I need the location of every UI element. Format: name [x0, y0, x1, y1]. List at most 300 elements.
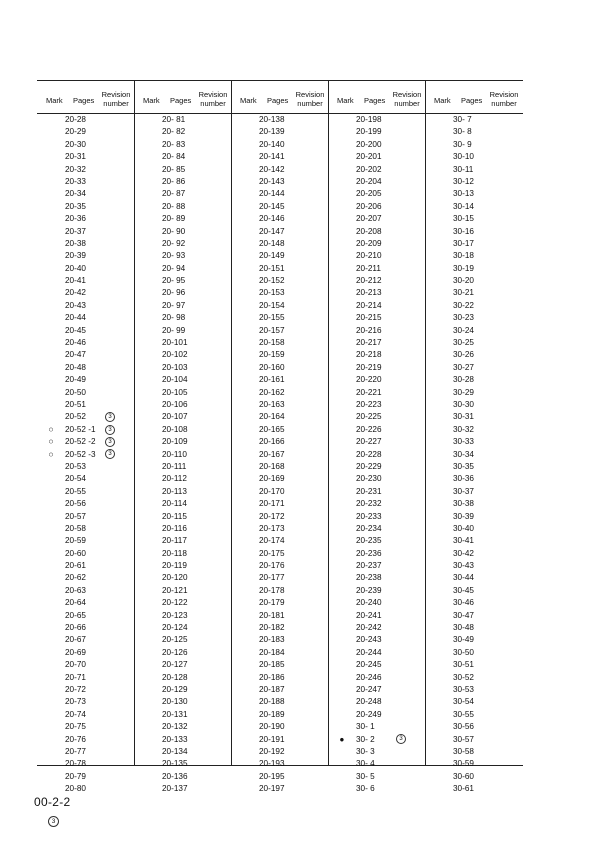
table-row [328, 498, 425, 510]
table-row [425, 523, 522, 535]
page-id: 20-51 [65, 399, 86, 409]
table-row [328, 201, 425, 213]
page-id: 20- 90 [162, 226, 186, 236]
table-row [231, 523, 328, 535]
page-id: 20-146 [259, 214, 285, 224]
table-row [37, 300, 134, 312]
table-row [425, 139, 522, 151]
page-id: 20-206 [356, 201, 382, 211]
page-id: 30-33 [453, 437, 474, 447]
page-id: 30-61 [453, 784, 474, 794]
page-id: 20-148 [259, 238, 285, 248]
page-id: 20-223 [356, 399, 382, 409]
table-row [328, 560, 425, 572]
table-row [37, 783, 134, 795]
page-id: 20-133 [162, 734, 188, 744]
table-row [37, 436, 134, 448]
page-id: 20-152 [259, 276, 285, 286]
table-row [37, 114, 134, 126]
table-row [231, 238, 328, 250]
revision-number [104, 411, 116, 423]
table-row [328, 164, 425, 176]
page-id: 20-237 [356, 561, 382, 571]
table-row [134, 486, 231, 498]
table-row [231, 188, 328, 200]
table-row [231, 473, 328, 485]
page-id: 20-129 [162, 684, 188, 694]
table-row [134, 188, 231, 200]
table-row [425, 312, 522, 324]
table-row [37, 498, 134, 510]
page-id: 30-13 [453, 189, 474, 199]
table-row [328, 436, 425, 448]
table-row [328, 696, 425, 708]
page-id: 20-126 [162, 647, 188, 657]
page-id: 20-211 [356, 263, 381, 273]
table-row [328, 325, 425, 337]
page-id: 20-153 [259, 288, 285, 298]
page-id: 20-142 [259, 164, 285, 174]
table-row [134, 746, 231, 758]
page-id: 20-158 [259, 338, 285, 348]
page-id: 20- 81 [162, 115, 186, 124]
page-id: 20-219 [356, 362, 382, 372]
page-id: 20-131 [162, 709, 188, 719]
page-id: 30-25 [453, 338, 474, 348]
table-row [37, 572, 134, 584]
page-id: 20- 95 [162, 276, 186, 286]
page-id: 20-172 [259, 511, 285, 521]
table-row [37, 709, 134, 721]
table-row [134, 548, 231, 560]
page-id: 20-236 [356, 548, 382, 558]
table-row [134, 535, 231, 547]
page-id: 20-137 [162, 784, 188, 794]
table-row [37, 610, 134, 622]
table-row [328, 771, 425, 783]
table-row [425, 684, 522, 696]
table-row [231, 362, 328, 374]
table-row [134, 523, 231, 535]
table-row [37, 263, 134, 275]
page-id: 20-220 [356, 375, 382, 385]
table-row [37, 337, 134, 349]
table-row [37, 188, 134, 200]
page-id: 20-183 [259, 635, 285, 645]
table-row [231, 213, 328, 225]
table-row [425, 511, 522, 523]
table-row [37, 176, 134, 188]
table-row [134, 250, 231, 262]
table-row [37, 486, 134, 498]
page-id: 20-122 [162, 598, 188, 608]
table-row [37, 226, 134, 238]
page-id: 20-61 [65, 561, 86, 571]
page-id: 20-177 [259, 573, 285, 583]
header-revision-line1: Revision [198, 90, 228, 99]
table-row [425, 572, 522, 584]
header-mark: Mark [434, 96, 451, 105]
page-id: 30-34 [453, 449, 474, 459]
table-row [425, 399, 522, 411]
page-id: 20-47 [65, 350, 86, 360]
page-id: 20-62 [65, 573, 86, 583]
page-id: 20-175 [259, 548, 285, 558]
table-row [328, 238, 425, 250]
page-id: 30-17 [453, 238, 474, 248]
mark-symbol: ○ [48, 424, 54, 434]
table-row [328, 746, 425, 758]
table-row [37, 647, 134, 659]
page-column [231, 114, 328, 795]
table-row [425, 287, 522, 299]
page-id: 20-227 [356, 437, 382, 447]
page-id: 30- 8 [453, 127, 472, 137]
table-row [328, 114, 425, 126]
page-id: 20-45 [65, 325, 86, 335]
header-revision [293, 90, 327, 108]
table-row [37, 721, 134, 733]
page-id: 20-221 [356, 387, 382, 397]
page-id: 20-139 [259, 127, 285, 137]
page-id: 30-10 [453, 152, 474, 162]
page-id: 30- 3 [356, 746, 375, 756]
page-id: 30-58 [453, 746, 474, 756]
page-id: 20-198 [356, 115, 382, 124]
table-row [37, 387, 134, 399]
table-row [231, 684, 328, 696]
table-row [37, 634, 134, 646]
page-id: 20-168 [259, 461, 285, 471]
page-id: 20-240 [356, 598, 382, 608]
table-row [37, 275, 134, 287]
table-row [37, 746, 134, 758]
table-row [134, 511, 231, 523]
table-row [425, 424, 522, 436]
table-row [37, 548, 134, 560]
table-row [37, 511, 134, 523]
table-row [425, 473, 522, 485]
table-row [231, 783, 328, 795]
page-id: 20-29 [65, 127, 86, 137]
page-id: 20-53 [65, 461, 86, 471]
table-row [425, 535, 522, 547]
table-row [328, 597, 425, 609]
page-id: 20-232 [356, 499, 382, 509]
revision-circle: 3 [105, 425, 115, 435]
table-row [425, 560, 522, 572]
table-row [425, 461, 522, 473]
page-id: 20- 99 [162, 325, 186, 335]
page-id: 30-30 [453, 399, 474, 409]
page-id: 20-164 [259, 412, 285, 422]
page-id: 30- 2 [356, 734, 375, 744]
page-id: 20-120 [162, 573, 188, 583]
table-row [328, 250, 425, 262]
table-row [328, 511, 425, 523]
page-id: 20- 97 [162, 300, 186, 310]
page-id: 20-181 [259, 610, 285, 620]
table-row [231, 721, 328, 733]
table-row [328, 126, 425, 138]
table-row [37, 696, 134, 708]
page-id: 20-30 [65, 139, 86, 149]
page-id: 20-74 [65, 709, 86, 719]
page-id: 20-201 [356, 152, 382, 162]
table-row [328, 387, 425, 399]
table-row [425, 201, 522, 213]
table-row [37, 151, 134, 163]
table-row [37, 758, 134, 770]
page-column [37, 114, 134, 795]
table-row [328, 349, 425, 361]
table-row [231, 461, 328, 473]
header-revision [196, 90, 230, 108]
page-id: 20-118 [162, 548, 187, 558]
page-id: 20-182 [259, 623, 285, 633]
table-row [37, 684, 134, 696]
table-row [328, 734, 425, 746]
page-id: 20-55 [65, 486, 86, 496]
page-id: 30-19 [453, 263, 474, 273]
page-id: 20-200 [356, 139, 382, 149]
page-id: 20-135 [162, 759, 188, 769]
table-row [328, 672, 425, 684]
page-id: 20-157 [259, 325, 285, 335]
page-id: 20-34 [65, 189, 86, 199]
table-row [37, 535, 134, 547]
table-row [231, 659, 328, 671]
page-id: 20-38 [65, 238, 86, 248]
page-id: 20-112 [162, 474, 187, 484]
table-row [134, 139, 231, 151]
table-row [425, 164, 522, 176]
page-id: 20-143 [259, 176, 285, 186]
table-row [134, 610, 231, 622]
page-id: 20-209 [356, 238, 382, 248]
table-row [328, 473, 425, 485]
table-row [134, 226, 231, 238]
page-id: 20-114 [162, 499, 187, 509]
page-id: 30-16 [453, 226, 474, 236]
table-row [134, 709, 231, 721]
page-id: 20-28 [65, 115, 86, 124]
page-id: 20-76 [65, 734, 86, 744]
page-id: 20- 82 [162, 127, 186, 137]
table-row [231, 535, 328, 547]
header-mark: Mark [46, 96, 63, 105]
table-row [37, 238, 134, 250]
page-id: 20-210 [356, 251, 382, 261]
header-mark: Mark [240, 96, 257, 105]
page-id: 30-44 [453, 573, 474, 583]
table-row [37, 461, 134, 473]
page-id: 20-149 [259, 251, 285, 261]
page-id: 30-37 [453, 486, 474, 496]
table-row [231, 758, 328, 770]
page-id: 20-179 [259, 598, 285, 608]
table-row [328, 709, 425, 721]
table-row [425, 622, 522, 634]
table-row [37, 771, 134, 783]
page-id: 20-171 [259, 499, 285, 509]
page-id: 20-39 [65, 251, 86, 261]
table-row [425, 275, 522, 287]
table-row [425, 411, 522, 423]
table-row [231, 139, 328, 151]
page-id: 30-42 [453, 548, 474, 558]
page-id: 20-185 [259, 660, 285, 670]
header-pages: Pages [73, 96, 95, 105]
header-revision-line2: number [200, 99, 226, 108]
page-id: 20-40 [65, 263, 86, 273]
table-row [425, 486, 522, 498]
page-id: 20-188 [259, 697, 285, 707]
page-id: 30-12 [453, 176, 474, 186]
page-id: 20-71 [65, 672, 86, 682]
table-row [134, 114, 231, 126]
page-id: 20- 96 [162, 288, 186, 298]
table-row [231, 709, 328, 721]
page-id: 20-116 [162, 523, 187, 533]
header-revision-line1: Revision [392, 90, 422, 99]
page-id: 20-80 [65, 784, 86, 794]
page-id: 20-121 [162, 585, 188, 595]
table-row [37, 734, 134, 746]
page-id: 30-49 [453, 635, 474, 645]
table-row [231, 337, 328, 349]
table-row [134, 560, 231, 572]
table-row [328, 374, 425, 386]
header-revision-line2: number [297, 99, 323, 108]
revision-circle: 3 [48, 816, 59, 827]
page-id: 20-48 [65, 362, 86, 372]
page-id: 30-55 [453, 709, 474, 719]
page-revision-mark [48, 813, 59, 831]
table-row [425, 498, 522, 510]
page-id: 20-115 [162, 511, 187, 521]
header-pages: Pages [267, 96, 289, 105]
page-id: 20-108 [162, 424, 188, 434]
page-id: 20-106 [162, 399, 188, 409]
table-row [425, 114, 522, 126]
table-row [134, 734, 231, 746]
table-row [231, 634, 328, 646]
page-id: 20-52 -2 [65, 437, 96, 447]
table-row [425, 721, 522, 733]
table-row [134, 424, 231, 436]
page-id: 20-235 [356, 536, 382, 546]
table-row [425, 597, 522, 609]
page-id: 20-173 [259, 523, 285, 533]
page-id: 20-37 [65, 226, 86, 236]
table-row [231, 771, 328, 783]
page-id: 30-38 [453, 499, 474, 509]
page-id: 30-60 [453, 771, 474, 781]
page-id: 20-228 [356, 449, 382, 459]
page-id: 20-105 [162, 387, 188, 397]
table-row [328, 622, 425, 634]
table-row [134, 498, 231, 510]
page-id: 30-31 [453, 412, 474, 422]
table-row [328, 721, 425, 733]
page-id: 20-101 [162, 338, 188, 348]
table-row [231, 511, 328, 523]
page-id: 20-215 [356, 313, 382, 323]
table-row [425, 188, 522, 200]
revision-circle: 3 [105, 449, 115, 459]
table-row [37, 201, 134, 213]
page-number: 00-2-2 [34, 795, 71, 809]
page-id: 20-234 [356, 523, 382, 533]
header-revision [390, 90, 424, 108]
page-id: 20-155 [259, 313, 285, 323]
page-id: 20- 84 [162, 152, 186, 162]
header-revision [99, 90, 133, 108]
table-row [231, 263, 328, 275]
page-id: 20-57 [65, 511, 86, 521]
table-row [425, 758, 522, 770]
table-row [134, 176, 231, 188]
page-id: 20-140 [259, 139, 285, 149]
page-id: 20-190 [259, 722, 285, 732]
table-row [328, 300, 425, 312]
table-row [37, 560, 134, 572]
page-id: 30-32 [453, 424, 474, 434]
page-id: 20- 94 [162, 263, 186, 273]
page-id: 20-186 [259, 672, 285, 682]
page-id: 20-216 [356, 325, 382, 335]
table-row [328, 176, 425, 188]
table-row [134, 312, 231, 324]
table-row [328, 523, 425, 535]
table-row [37, 399, 134, 411]
page-id: 20-102 [162, 350, 188, 360]
table-row [425, 734, 522, 746]
page-id: 20-109 [162, 437, 188, 447]
page-id: 20-54 [65, 474, 86, 484]
page-id: 20-231 [356, 486, 382, 496]
table-row [134, 238, 231, 250]
table-row [425, 213, 522, 225]
page-id: 20-43 [65, 300, 86, 310]
table-row [231, 300, 328, 312]
page-id: 20-33 [65, 176, 86, 186]
page-id: 20-104 [162, 375, 188, 385]
page-id: 20-208 [356, 226, 382, 236]
revision-circle: 3 [105, 412, 115, 422]
table-row [37, 523, 134, 535]
table-row [425, 176, 522, 188]
page-id: 20-205 [356, 189, 382, 199]
table-row [425, 746, 522, 758]
table-row [328, 139, 425, 151]
table-row [134, 263, 231, 275]
table-row [134, 164, 231, 176]
page-id: 20-214 [356, 300, 382, 310]
header-revision [487, 90, 521, 108]
page-id: 20-64 [65, 598, 86, 608]
table-row [328, 634, 425, 646]
table-row [134, 449, 231, 461]
page-id: 20-191 [259, 734, 285, 744]
page-id: 20- 86 [162, 176, 186, 186]
page-id: 20-123 [162, 610, 188, 620]
page-id: 30-48 [453, 623, 474, 633]
table-row [134, 672, 231, 684]
page-id: 20-141 [259, 152, 285, 162]
page-id: 20-52 -3 [65, 449, 96, 459]
